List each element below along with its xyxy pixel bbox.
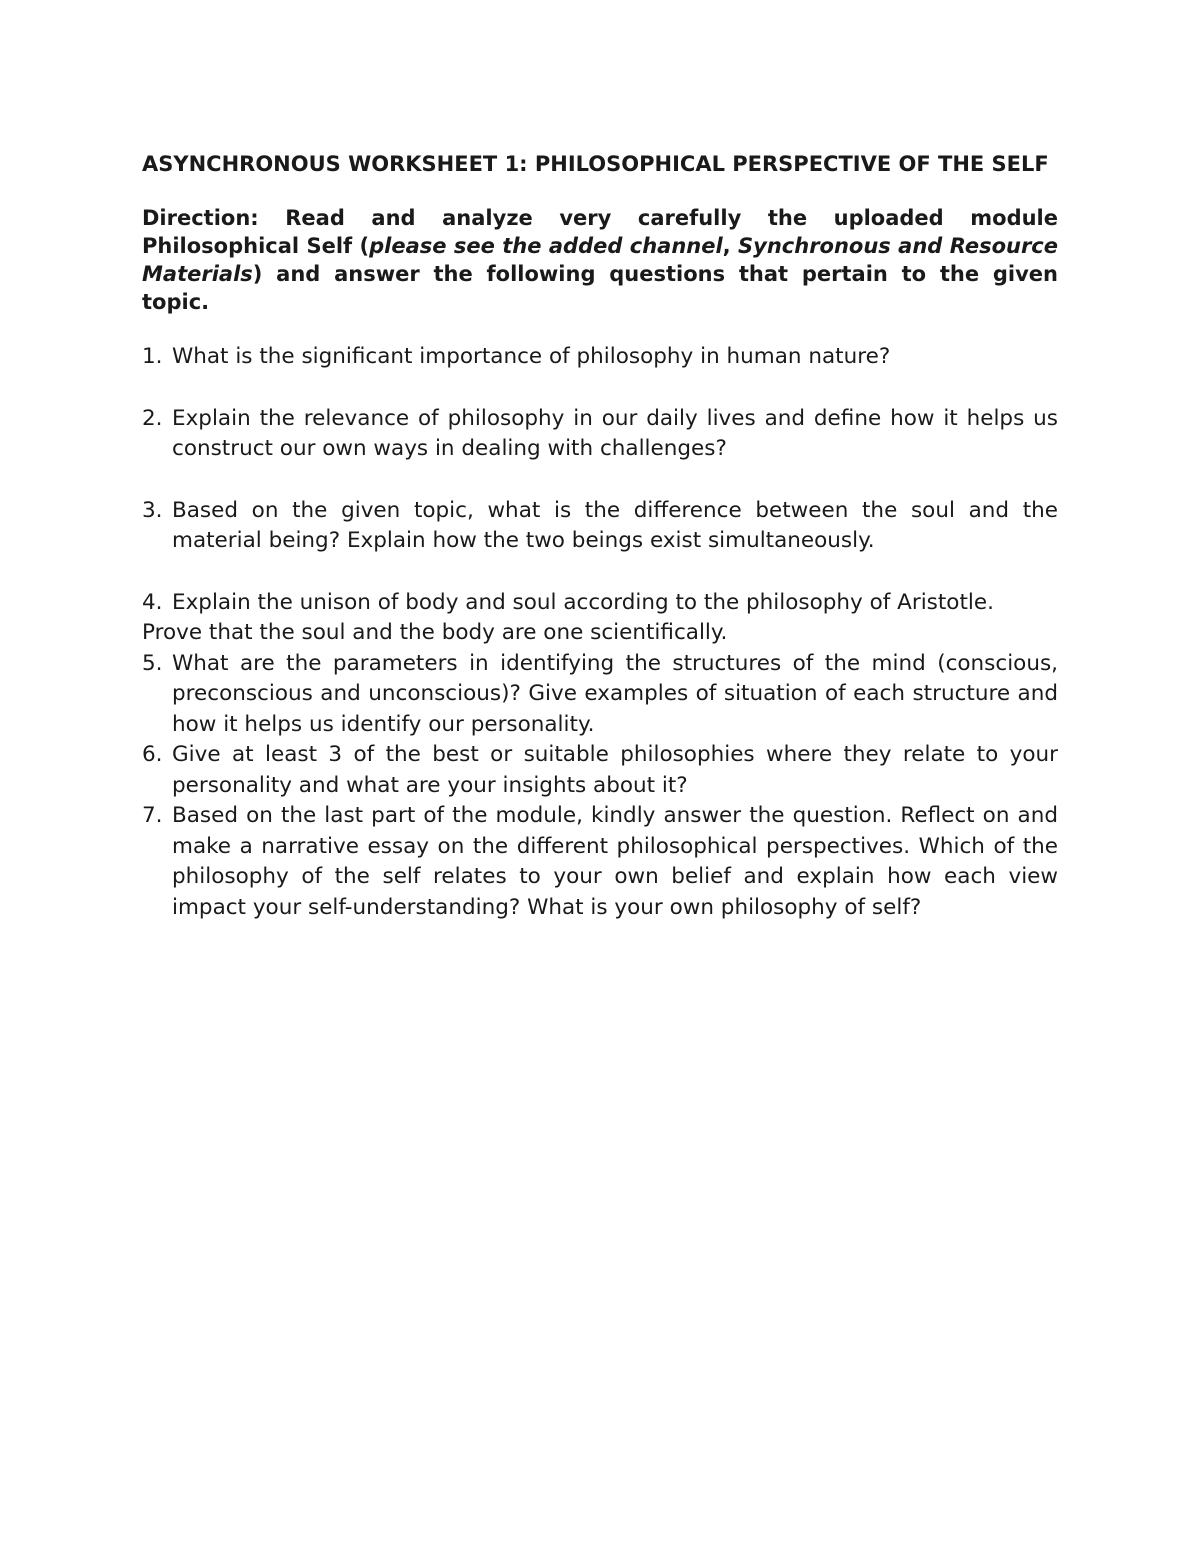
question-text: Based on the given topic, what is the difference between the soul and the material being? Explain how the two beings exist simultaneously. <box>172 497 1058 553</box>
question-number: 7. <box>142 803 163 828</box>
question-text: What are the parameters in identifying the structures of the mind (conscious, preconscious and unconscious)? Give examples of situation of each structure and how it helps us identify our personality. <box>172 650 1058 737</box>
question-item-1 <box>142 342 1058 373</box>
question-text: Explain the unison of body and soul according to the philosophy of Aristotle. <box>172 589 994 615</box>
question-text: Based on the last part of the module, kindly answer the question. Reflect on and make a narrative essay on the different philosophical perspectives. Which of the philosophy of the self relates to your own belief and explain how each view impact your self-understanding? What is your own philosophy of self? <box>172 803 1058 920</box>
question-number: 3. <box>142 497 163 523</box>
direction-italic-1: please see the added channel <box>369 234 723 258</box>
note-after-question-4: Prove that the soul and the body are one scientifically. <box>142 620 728 645</box>
question-item-6 <box>142 740 1058 801</box>
worksheet-title: ASYNCHRONOUS WORKSHEET 1: PHILOSOPHICAL PERSPECTIVE OF THE SELF <box>142 152 1049 176</box>
question-number: 2. <box>142 405 163 431</box>
question-item-7 <box>142 801 1058 923</box>
question-number: 4. <box>142 589 163 615</box>
worksheet-page <box>142 150 1058 923</box>
question-text: Give at least 3 of the best or suitable philosophies where they relate to your personality and what are your insights about it? <box>172 742 1058 798</box>
question-number: 6. <box>142 742 163 767</box>
question-item-2 <box>142 404 1058 465</box>
question-item-4 <box>142 588 1058 619</box>
question-item-3 <box>142 496 1058 557</box>
question-list <box>142 342 1058 618</box>
direction-text-1: Direction: Read and analyze very carefully the uploaded module Philosophical Self ( <box>142 206 1058 258</box>
question-list-continued <box>142 649 1058 924</box>
question-number: 5. <box>142 650 163 676</box>
direction-text-3: ) and answer the following questions that pertain to the given topic. <box>142 262 1058 314</box>
direction-paragraph <box>142 204 1058 316</box>
direction-text-2: , <box>722 234 739 258</box>
question-text: Explain the relevance of philosophy in our daily lives and define how it helps us construct our own ways in dealing with challenges? <box>172 405 1058 461</box>
question-number: 1. <box>142 344 163 369</box>
question-item-5 <box>142 649 1058 741</box>
direction-italic-2: Synchronous and Resource Materials <box>142 234 1058 286</box>
question-text: What is the significant importance of philosophy in human nature? <box>172 344 891 369</box>
